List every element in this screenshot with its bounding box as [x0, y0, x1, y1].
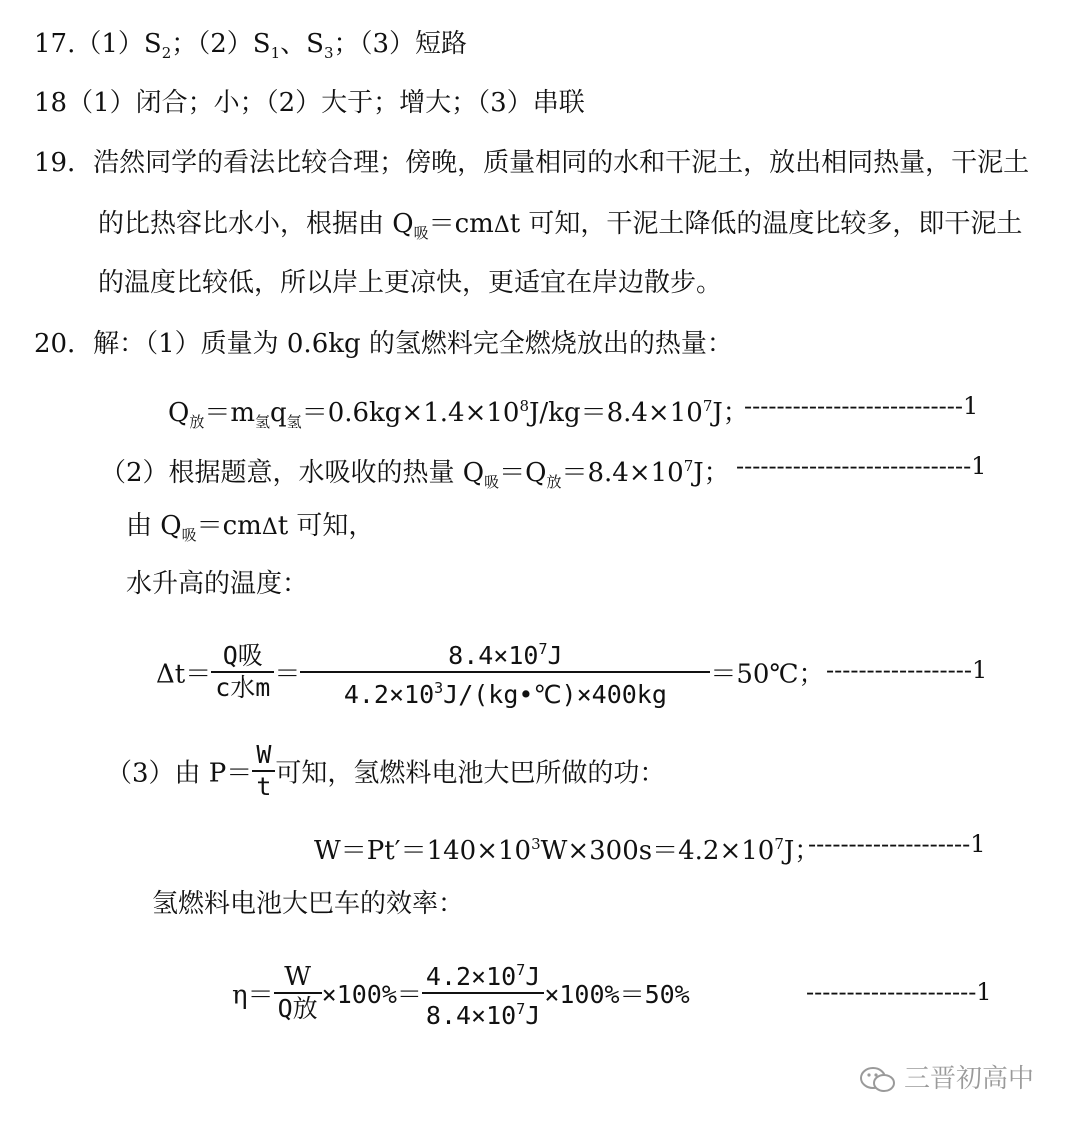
wechat-icon [858, 1065, 898, 1095]
equation-efficiency: η＝ $\frac{W}{\text{Q放}}$ ×100%＝ $\frac{4.2\times 10^7J}{8.4\times 10^7J}$ ×100%＝50% [232, 955, 690, 1031]
equation-heat-released: $Q_放=m_氢q_氢=0.6kg\times 1.4\times 10^8J/kg=8.4\times 10^7J$； [168, 397, 749, 431]
score-mark: ---------------------1 [806, 978, 992, 1006]
answer-20-intro: 20．解：（1）质量为 0.6kg 的氢燃料完全燃烧放出的热量： [34, 329, 733, 359]
answer-20-part-3: （3）由 P＝ $\frac{W}{t}$ 可知，氢燃料电池大巴所做的功： [106, 740, 666, 801]
score-mark: --------------------1 [808, 830, 986, 858]
equation-work: $W=Pt'=140\times 10^3W\times 300s=4.2\times 10^7J$； [314, 835, 821, 866]
answer-19-line-2: 的比热容比水小，根据由 $Q_吸=cm\Delta t$ 可知，干泥土降低的温度比较多，即干泥土 [98, 209, 1023, 242]
answer-20-part-2: （2）根据题意，水吸收的热量 $Q_吸=Q_放=8.4\times 10^7J$； [100, 457, 730, 491]
fraction: $\frac{W}{t}$ [252, 740, 275, 802]
score-mark: ------------------1 [826, 656, 988, 684]
answer-18: 18（1）闭合；小；（2）大于；增大；（3）串联 [34, 88, 585, 118]
answer-20-efficiency-label: 氢燃料电池大巴车的效率： [152, 889, 465, 919]
equation-temperature: Δt＝ $\frac{\text{Q吸}}{\text{c水m}}$ ＝ $\frac{8.4\times 10^7J}{4.2\times 10^3J/(kg•℃)\times 400kg}$ ＝50℃； [156, 634, 825, 710]
answer-19-line-1: 19．浩然同学的看法比较合理；傍晚，质量相同的水和干泥土，放出相同热量，干泥土 [34, 148, 1030, 178]
answer-17: $17.(1)S_2$；$(2)S_1$、$S_3$；（3）短路 [34, 29, 468, 62]
answer-20-temperature-rise: 水升高的温度： [126, 569, 309, 599]
answer-19-line-3: 的温度比较低，所以岸上更凉快，更适宜在岸边散步。 [98, 268, 723, 298]
fraction: $\frac{8.4\times 10^7J}{4.2\times 10^3J/(kg•℃)\times 400kg}$ [300, 634, 710, 710]
fraction: $\frac{4.2\times 10^7J}{8.4\times 10^7J}$ [422, 955, 544, 1031]
fraction: $\frac{W}{\text{Q放}}$ [274, 962, 322, 1024]
watermark: 三晋初高中 [858, 1058, 1034, 1095]
score-mark: -----------------------------1 [736, 452, 987, 480]
fraction: $\frac{\text{Q吸}}{\text{c水m}}$ [211, 641, 274, 703]
score-mark: ---------------------------1 [744, 392, 979, 420]
answer-20-from-formula: 由 $Q_吸=cm\Delta t$ 可知， [126, 511, 375, 544]
